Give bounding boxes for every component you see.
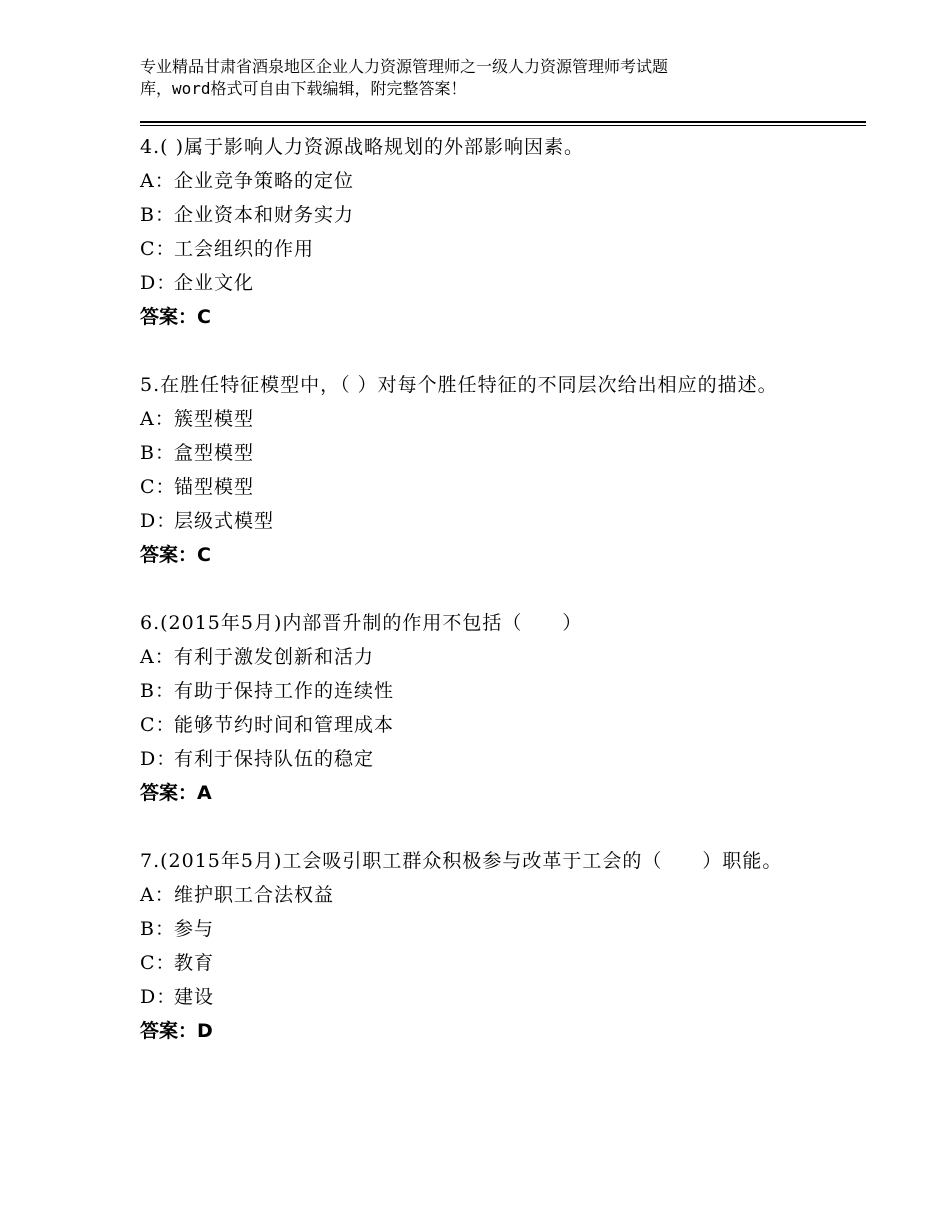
question-stem: 7.(2015年5月)工会吸引职工群众积极参与改革于工会的（ ）职能。 (140, 850, 783, 872)
document-header (140, 56, 780, 100)
option-letter: B： (140, 680, 175, 702)
option-letter: A： (140, 884, 175, 906)
option-text: 盒型模型 (174, 442, 255, 464)
answer-label: 答案：C (140, 306, 211, 328)
header-divider (140, 121, 866, 126)
option-text: 簇型模型 (174, 408, 255, 430)
option-letter: D： (140, 510, 177, 532)
question-stem: 5.在胜任特征模型中，（ ）对每个胜任特征的不同层次给出相应的描述。 (140, 374, 778, 396)
option-text: 企业文化 (174, 272, 255, 294)
option-a (140, 402, 840, 436)
question-4 (140, 130, 840, 334)
option-text: 工会组织的作用 (174, 238, 315, 260)
option-a (140, 164, 840, 198)
option-text: 层级式模型 (174, 510, 275, 532)
option-b (140, 912, 840, 946)
option-text: 建设 (174, 986, 215, 1008)
question-stem: 6.(2015年5月)内部晋升制的作用不包括（ ） (140, 612, 583, 634)
option-d (140, 504, 840, 538)
option-a (140, 640, 840, 674)
option-letter: A： (140, 646, 175, 668)
option-text: 维护职工合法权益 (174, 884, 335, 906)
option-letter: B： (140, 204, 175, 226)
option-b (140, 436, 840, 470)
answer-label: 答案：C (140, 544, 211, 566)
option-letter: D： (140, 986, 177, 1008)
option-letter: D： (140, 272, 177, 294)
option-c (140, 232, 840, 266)
option-text: 企业竞争策略的定位 (174, 170, 355, 192)
option-c (140, 946, 840, 980)
option-c (140, 470, 840, 504)
option-text: 锚型模型 (174, 476, 255, 498)
option-d (140, 742, 840, 776)
option-letter: A： (140, 170, 175, 192)
option-letter: C： (140, 952, 176, 974)
option-d (140, 980, 840, 1014)
option-b (140, 198, 840, 232)
option-text: 能够节约时间和管理成本 (174, 714, 395, 736)
question-7 (140, 844, 840, 1048)
header-line-1: 专业精品甘肃省酒泉地区企业人力资源管理师之一级人力资源管理师考试题 (140, 57, 669, 76)
option-d (140, 266, 840, 300)
option-text: 企业资本和财务实力 (174, 204, 355, 226)
option-letter: C： (140, 714, 176, 736)
question-5 (140, 368, 840, 572)
option-letter: C： (140, 476, 176, 498)
option-letter: D： (140, 748, 177, 770)
answer-label: 答案：D (140, 1020, 213, 1042)
option-text: 有利于激发创新和活力 (174, 646, 375, 668)
option-letter: A： (140, 408, 175, 430)
header-line-2: 库，word格式可自由下载编辑，附完整答案！ (140, 79, 467, 98)
option-letter: B： (140, 442, 175, 464)
option-letter: B： (140, 918, 175, 940)
option-text: 教育 (174, 952, 215, 974)
option-text: 有利于保持队伍的稳定 (174, 748, 375, 770)
option-b (140, 674, 840, 708)
question-list (140, 130, 840, 1082)
option-c (140, 708, 840, 742)
option-a (140, 878, 840, 912)
question-stem: 4.( )属于影响人力资源战略规划的外部影响因素。 (140, 136, 584, 158)
option-text: 有助于保持工作的连续性 (174, 680, 395, 702)
option-text: 参与 (174, 918, 215, 940)
question-6 (140, 606, 840, 810)
option-letter: C： (140, 238, 176, 260)
answer-label: 答案：A (140, 782, 212, 804)
